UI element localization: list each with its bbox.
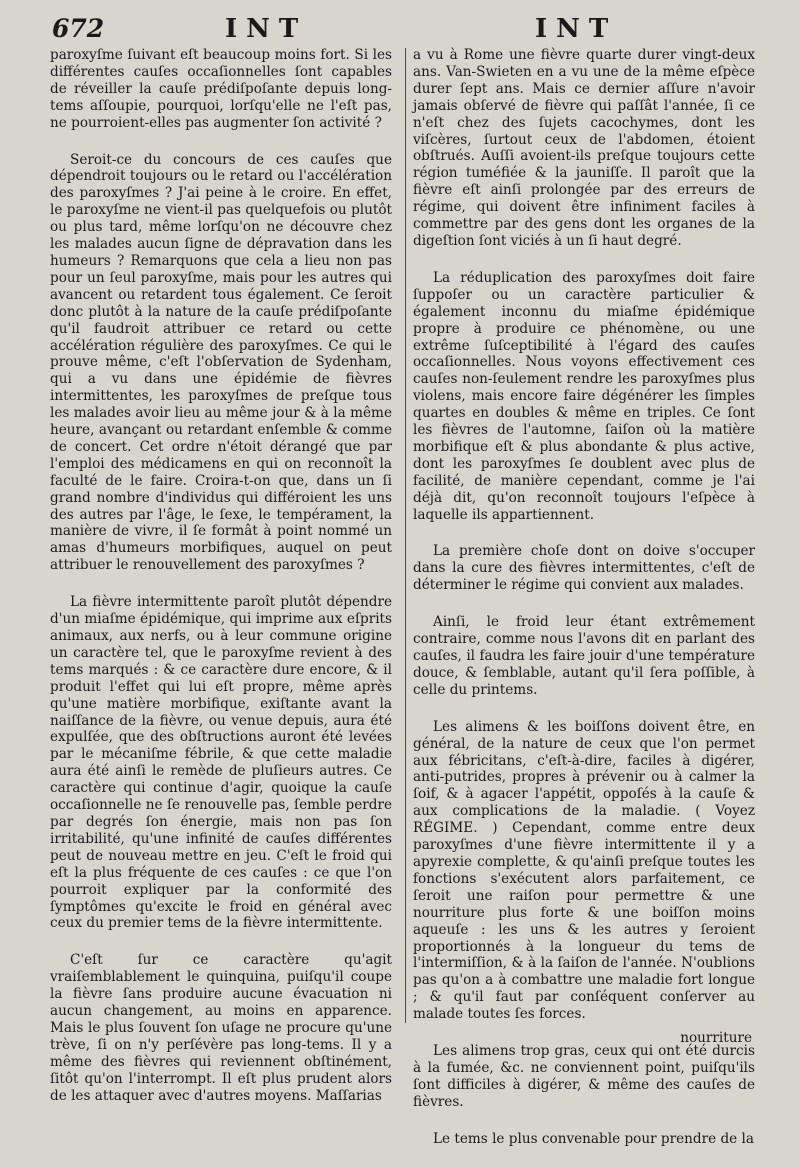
paragraph: La fièvre intermittente paroît plutôt dépendre d'un miaſme épidémique, qui imprime aux eſprits animaux, aux nerfs, ou à leur commune origine un caractère tel, que le paroxyſme revient à des tems marqués : & ce caractère dure encore, & il produit l'effet qui lui eſt propre, même après qu'une matière morbifique, exiſtante avant la naiſſance de la fièvre, ou venue depuis, aura été expulſée, que des obſtructions auront été levées par le mécaniſme fébrile, & que cette maladie aura été ainſi le remède de pluſieurs autres. Ce caractère qui continue d'agir, quoique la cauſe occaſionnelle ne ſe renouvelle pas, ſemble perdre par degrés ſon énergie, mais non pas ſon irritabilité, qu'une infinité de cauſes différentes peut de nouveau mettre en jeu. C'eſt le froid qui eſt la plus fréquente de ces cauſes : ce que l'on pourroit expliquer par la conformité des ſymptômes qu'excite le froid en général avec ceux du premier tems de la fièvre intermittente. — [50, 594, 392, 932]
paragraph: a vu à Rome une fièvre quarte durer vingt-deux ans. Van-Swieten en a vu une de la même eſpèce durer ſept ans. Mais ce dernier aſſure n'avoir jamais obſervé de fièvre qui paſſât l'année, ſi ce n'eſt chez des ſujets cacochymes, dont les viſcères, ſurtout ceux de l'abdomen, étoient obſtrués. Auſſi avoient-ils preſque toujours cette région tuméfiée & la jauniſſe. Il paroît que la fièvre eſt ainſi prolongée par des erreurs de régime, qui doivent être infiniment faciles à commettre par des gens dont les organes de la digeſtion ſont viciés à un ſi haut degré. — [413, 47, 755, 249]
catchword: nourriture — [680, 1030, 752, 1046]
running-head-left: INT — [225, 14, 308, 44]
paragraph: La réduplication des paroxyſmes doit faire ſuppoſer ou un caractère particulier & également inconnu du miaſme épidémique propre à produire ce phénomène, ou une extrême ſuſceptibilité à l'égard des cauſes occaſionnelles. Nous voyons effectivement ces cauſes non-ſeulement rendre les paroxyſmes plus violens, mais encore faire dégénérer les ſimples quartes en doubles & même en triples. Ce ſont les fièvres de l'automne, ſaiſon où la matière morbifique eſt & plus abondante & plus active, dont les paroxyſmes ſe doublent avec plus de facilité, de manière cependant, comme je l'ai déjà dit, qu'on reconnoît toujours l'eſpèce à laquelle ils appartiennent. — [413, 269, 755, 523]
paragraph: La première choſe dont on doive s'occuper dans la cure des fièvres intermittentes, c'eſt de déterminer le régime qui convient aux malades. — [413, 543, 755, 594]
page-number: 672 — [52, 14, 105, 43]
paragraph: Les alimens trop gras, ceux qui ont été durcis à la fumée, &c. ne conviennent point, puiſqu'ils ſont difficiles à digérer, & même des cauſes de fièvres. — [413, 1043, 755, 1110]
left-column — [50, 47, 392, 1124]
right-column — [413, 47, 755, 1168]
paragraph: Ainſi, le froid leur étant extrêmement contraire, comme nous l'avons dit en parlant des cauſes, il faudra les faire jouir d'une température douce, & ſemblable, autant qu'il ſera poſſible, à celle du printems. — [413, 614, 755, 698]
paragraph: C'eſt ſur ce caractère qu'agit vraiſemblablement le quinquina, puiſqu'il coupe la fièvre ſans produire aucune évacuation ni aucun changement, au moins en apparence. Mais le plus ſouvent ſon uſage ne procure qu'une trève, ſi on n'y perſévère pas long-tems. Il y a même des fièvres qui reviennent obſtinément, ſitôt qu'on l'interrompt. Il eſt plus prudent alors de les attaquer avec d'autres moyens. Maſſarias — [50, 952, 392, 1104]
column-divider — [405, 48, 406, 1023]
running-head-right: INT — [535, 14, 618, 44]
page-header — [0, 14, 800, 50]
paragraph: Seroit-ce du concours de ces cauſes que dépendroit toujours ou le retard ou l'accélération des paroxyſmes ? J'ai peine à le croire. En effet, le paroxyſme ne vient-il pas quelquefois ou plutôt ou plus tard, même lorſqu'on ne découvre chez les malades aucun ſigne de dépravation dans les humeurs ? Remarquons que cela a lieu non pas pour un ſeul paroxyſme, mais pour les autres qui avancent ou retardent tous également. Ce ſeroit donc plutôt à la nature de la cauſe prédiſpoſante qu'il faudroit attribuer ce retard ou cette accélération régulière des paroxyſmes. Ce qui le prouve même, c'eſt l'obſervation de Sydenham, qui a vu dans une épidémie de fièvres intermittentes, les paroxyſmes de preſque tous les malades avoir lieu au même jour & à la même heure, avançant ou retardant enſemble & comme de concert. Cet ordre n'étoit dérangé que par l'emploi des médicamens en qui on reconnoît la faculté de le faire. Croira-t-on que, dans un ſi grand nombre d'individus qui différoient les uns des autres par l'âge, le ſexe, le tempérament, la manière de vivre, il ſe formât à point nommé un amas d'humeurs morbifiques, auquel on peut attribuer le renouvellement des paroxyſmes ? — [50, 151, 392, 574]
paragraph: Le tems le plus convenable pour prendre de la — [433, 1130, 754, 1147]
paragraph: Les alimens & les boiſſons doivent être, en général, de la nature de ceux que l'on permet aux fébricitans, c'eſt-à-dire, faciles à digérer, anti-putrides, propres à prévenir ou à calmer la ſoif, & à agacer l'appétit, oppoſés à la cauſe & aux complications de la maladie. ( Voyez RÉGIME. ) Cependant, comme entre deux paroxyſmes d'une fièvre intermittente il y a apyrexie complette, & qu'ainſi preſque toutes les fonctions s'exécutent alors parfaitement, ce ſeroit une raiſon pour permettre & une nourriture plus forte & une boiſſon moins aqueuſe : les uns & les autres y ſeroient proportionnés à la longueur du tems de l'intermiſſion, & à la ſaiſon de l'année. N'oublions pas qu'on a à combattre une maladie fort longue ; & qu'il faut par conſéquent conſerver au malade toutes ſes forces. — [413, 718, 755, 1023]
paragraph: paroxyſme ſuivant eſt beaucoup moins fort. Si les différentes cauſes occaſionnelles ſont capables de réveiller la cauſe prédiſpoſante depuis long-tems aſſoupie, pourquoi, lorſqu'elle ne l'eſt pas, ne pourroient-elles pas augmenter ſon activité ? — [50, 47, 392, 131]
